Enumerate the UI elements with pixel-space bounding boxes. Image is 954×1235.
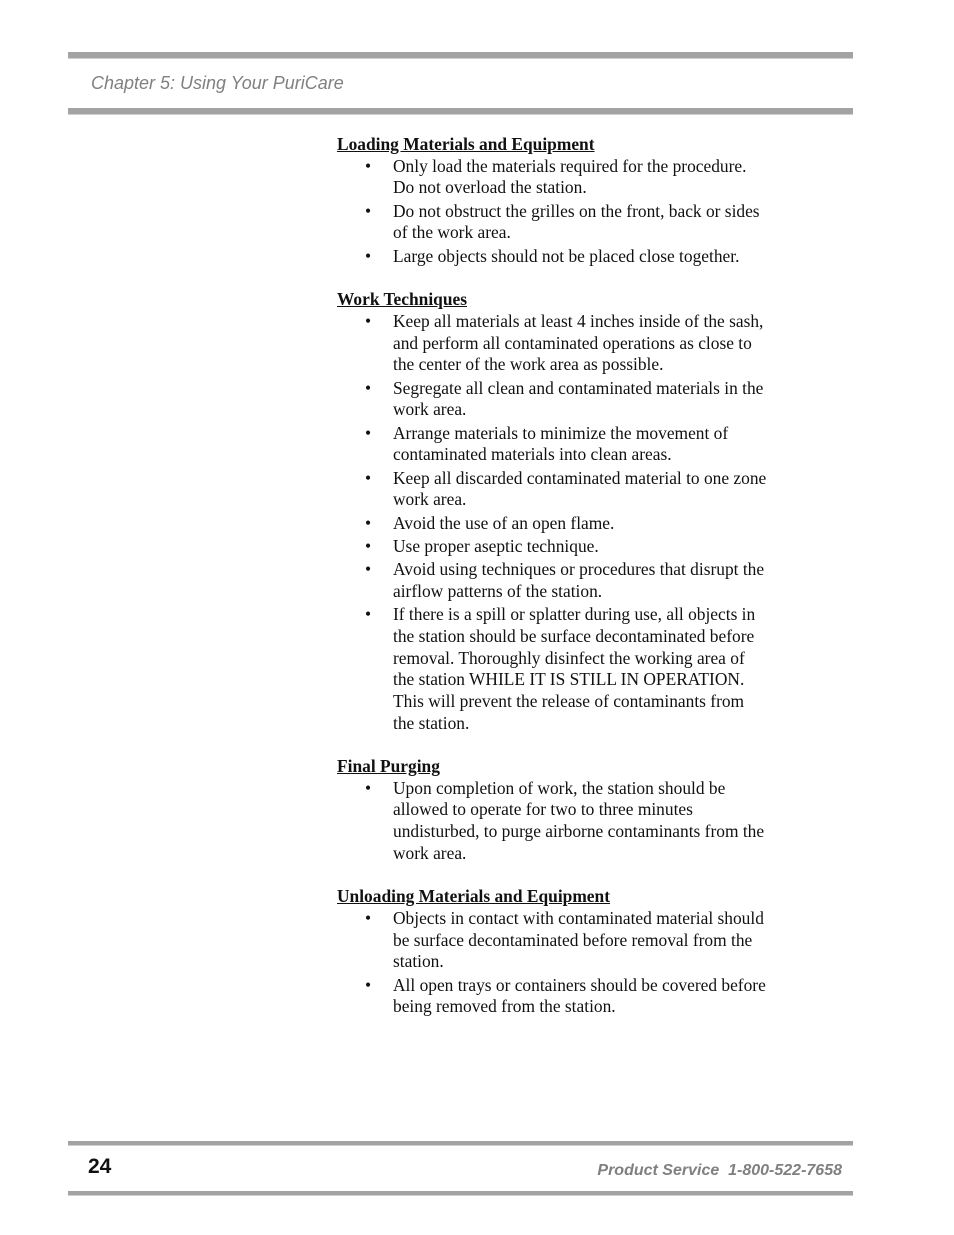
footer-top-rule [68,1141,853,1146]
bullet-icon: • [365,467,372,488]
list-item [337,908,767,973]
bullet-icon: • [365,310,372,331]
bullet-icon: • [365,974,372,995]
section-heading: Loading Materials and Equipment [337,134,595,154]
page-number: 24 [88,1155,112,1178]
list-item [337,513,767,535]
list-item [337,378,767,421]
list-item [337,559,767,602]
list-item [337,246,767,268]
list-item [337,975,767,1018]
section-work-techniques [337,289,767,734]
list-item-text: Only load the materials required for the procedure. Do not overload the station. [393,155,747,198]
section-heading: Work Techniques [337,289,467,310]
bullet-icon: • [365,512,372,533]
bullet-icon: • [365,245,372,266]
section-unloading-materials [337,886,767,1018]
bullet-list [337,156,767,268]
list-item [337,423,767,466]
bullet-icon: • [365,155,372,176]
bullet-icon: • [365,422,372,443]
header-top-rule [68,52,853,59]
list-item-text: Keep all materials at least 4 inches inside of the sash, and perform all contaminated operations as close to the center of the work area as possible. [393,310,764,375]
list-item-text: Large objects should not be placed close together. [393,245,740,266]
list-item [337,311,767,376]
section-final-purging [337,756,767,865]
bullet-icon: • [365,200,372,221]
chapter-title: Chapter 5: Using Your PuriCare [91,73,344,93]
list-item [337,778,767,865]
list-item [337,536,767,558]
list-item [337,468,767,511]
bullet-list [337,311,767,735]
list-item-text: Segregate all clean and contaminated materials in the work area. [393,377,764,420]
header-bottom-rule [68,108,853,115]
page-content [337,134,767,1040]
footer-bottom-rule [68,1191,853,1196]
list-item-text: All open trays or containers should be covered before being removed from the station. [393,974,766,1017]
list-item-text: Use proper aseptic technique. [393,535,599,556]
list-item [337,201,767,244]
bullet-icon: • [365,777,372,798]
section-heading: Unloading Materials and Equipment [337,886,610,907]
list-item [337,604,767,734]
list-item-text: If there is a spill or splatter during use, all objects in the station should be surface decontaminated before removal. Thoroughly disinfect the working area of the station WHILE IT IS STILL IN OPERATION. This will prevent the release of contaminants from the station. [393,604,756,733]
section-loading-materials [337,134,767,267]
bullet-list [337,908,767,1018]
bullet-icon: • [365,535,372,556]
product-service-phone: Product Service 1-800-522-7658 [597,1162,842,1179]
list-item-text: Objects in contact with contaminated material should be surface decontaminated before removal from the station. [393,907,764,972]
list-item-text: Avoid the use of an open flame. [393,512,615,533]
list-item-text: Arrange materials to minimize the movement of contaminated materials into clean areas. [393,422,729,465]
bullet-icon: • [365,559,372,580]
list-item-text: Upon completion of work, the station should be allowed to operate for two to three minutes undisturbed, to purge airborne contaminants from the work area. [393,777,765,863]
bullet-icon: • [365,377,372,398]
list-item [337,156,767,199]
bullet-list [337,778,767,865]
bullet-icon: • [365,604,372,625]
bullet-icon: • [365,907,372,928]
list-item-text: Avoid using techniques or procedures that disrupt the airflow patterns of the station. [393,559,765,601]
list-item-text: Keep all discarded contaminated material to one zone work area. [393,467,767,510]
section-heading: Final Purging [337,756,440,776]
list-item-text: Do not obstruct the grilles on the front, back or sides of the work area. [393,200,760,243]
